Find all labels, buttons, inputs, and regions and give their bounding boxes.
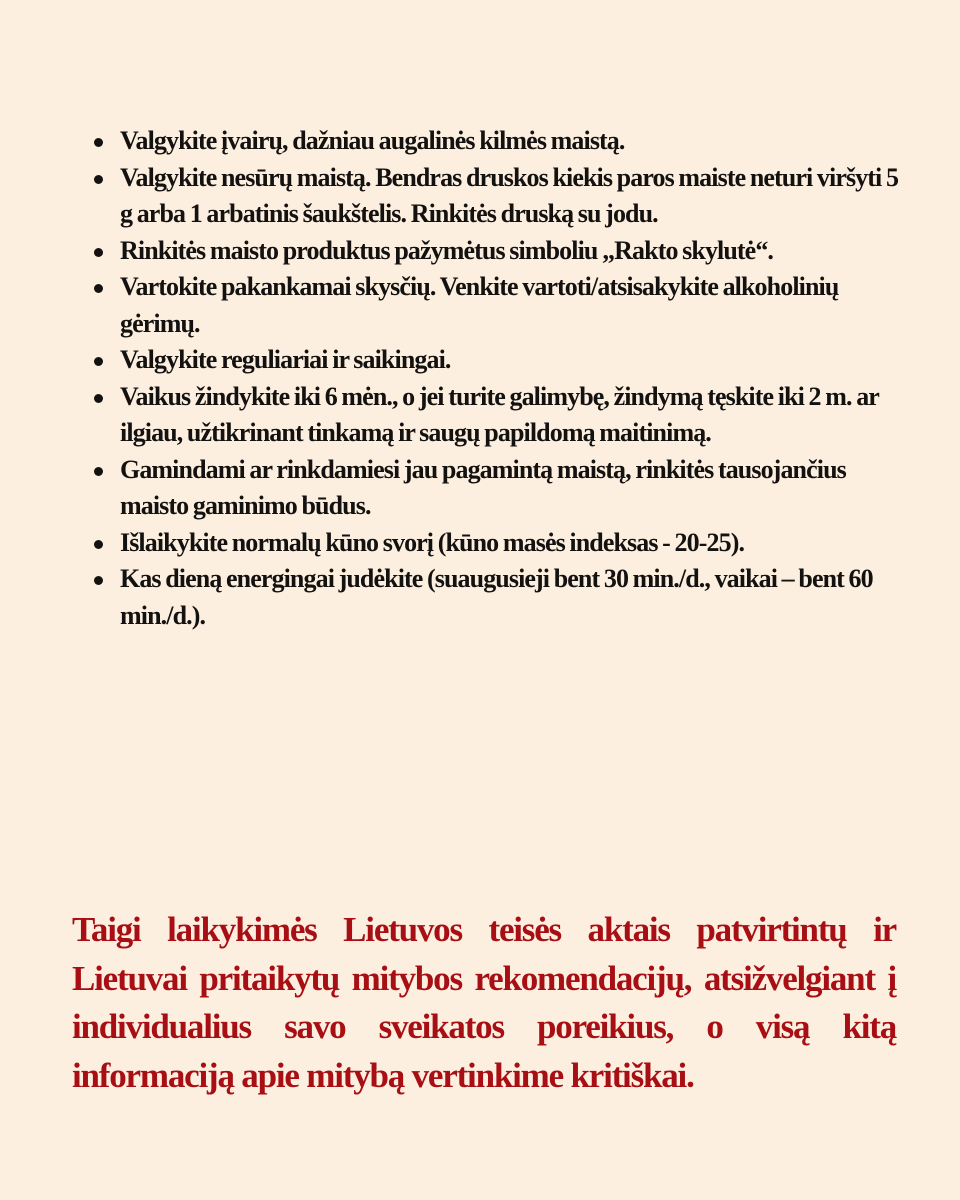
conclusion-paragraph: Taigi laikykimės Lietuvos teisės aktais patvirtintų ir Lietuvai pritaikytų mitybos rekomendacijų, atsižvelgiant į individualius savo sveikatos poreikius, o visą kitą informaciją apie mitybą vertinkime kritiškai. [72, 910, 896, 1095]
bullet-icon [94, 175, 103, 184]
bullet-icon [94, 138, 103, 147]
bullet-icon [94, 248, 103, 257]
bullet-icon [94, 284, 103, 293]
recommendation-item [92, 525, 912, 562]
recommendation-item [92, 561, 912, 634]
bullet-icon [94, 467, 103, 476]
recommendation-item [92, 160, 912, 233]
bullet-icon [94, 394, 103, 403]
recommendation-text: Išlaikykite normalų kūno svorį (kūno masės indeksas - 20-25). [120, 527, 745, 557]
recommendation-item [92, 269, 912, 342]
bullet-icon [94, 540, 103, 549]
recommendation-text: Valgykite nesūrų maistą. Bendras druskos kiekis paros maiste neturi viršyti 5 g arba 1 arbatinis šaukštelis. Rinkitės druską su jodu. [120, 162, 899, 228]
recommendation-item [92, 123, 912, 160]
recommendation-text: Vaikus žindykite iki 6 mėn., o jei turite galimybę, žindymą tęskite iki 2 m. ar ilgiau, užtikrinant tinkamą ir saugų papildomą maitinimą. [120, 381, 879, 447]
recommendation-text: Valgykite reguliariai ir saikingai. [120, 345, 451, 374]
recommendation-item [92, 233, 912, 270]
recommendation-text: Vartokite pakankamai skysčių. Venkite vartoti/atsisakykite alkoholinių gėrimų. [120, 272, 839, 338]
recommendation-text: Gamindami ar rinkdamiesi jau pagamintą maistą, rinkitės tausojančius maisto gaminimo būdus. [120, 454, 846, 520]
bullet-icon [94, 357, 103, 366]
bullet-icon [94, 576, 103, 585]
recommendation-item [92, 452, 912, 525]
recommendation-text: Kas dieną energingai judėkite (suaugusieji bent 30 min./d., vaikai – bent 60 min./d.). [120, 564, 873, 630]
recommendation-text: Valgykite įvairų, dažniau augalinės kilmės maistą. [120, 126, 625, 155]
recommendation-text: Rinkitės maisto produktus pažymėtus simboliu „Rakto skylutė“. [120, 235, 774, 265]
recommendation-item [92, 342, 912, 379]
recommendation-item [92, 379, 912, 452]
recommendations-list [92, 123, 912, 634]
